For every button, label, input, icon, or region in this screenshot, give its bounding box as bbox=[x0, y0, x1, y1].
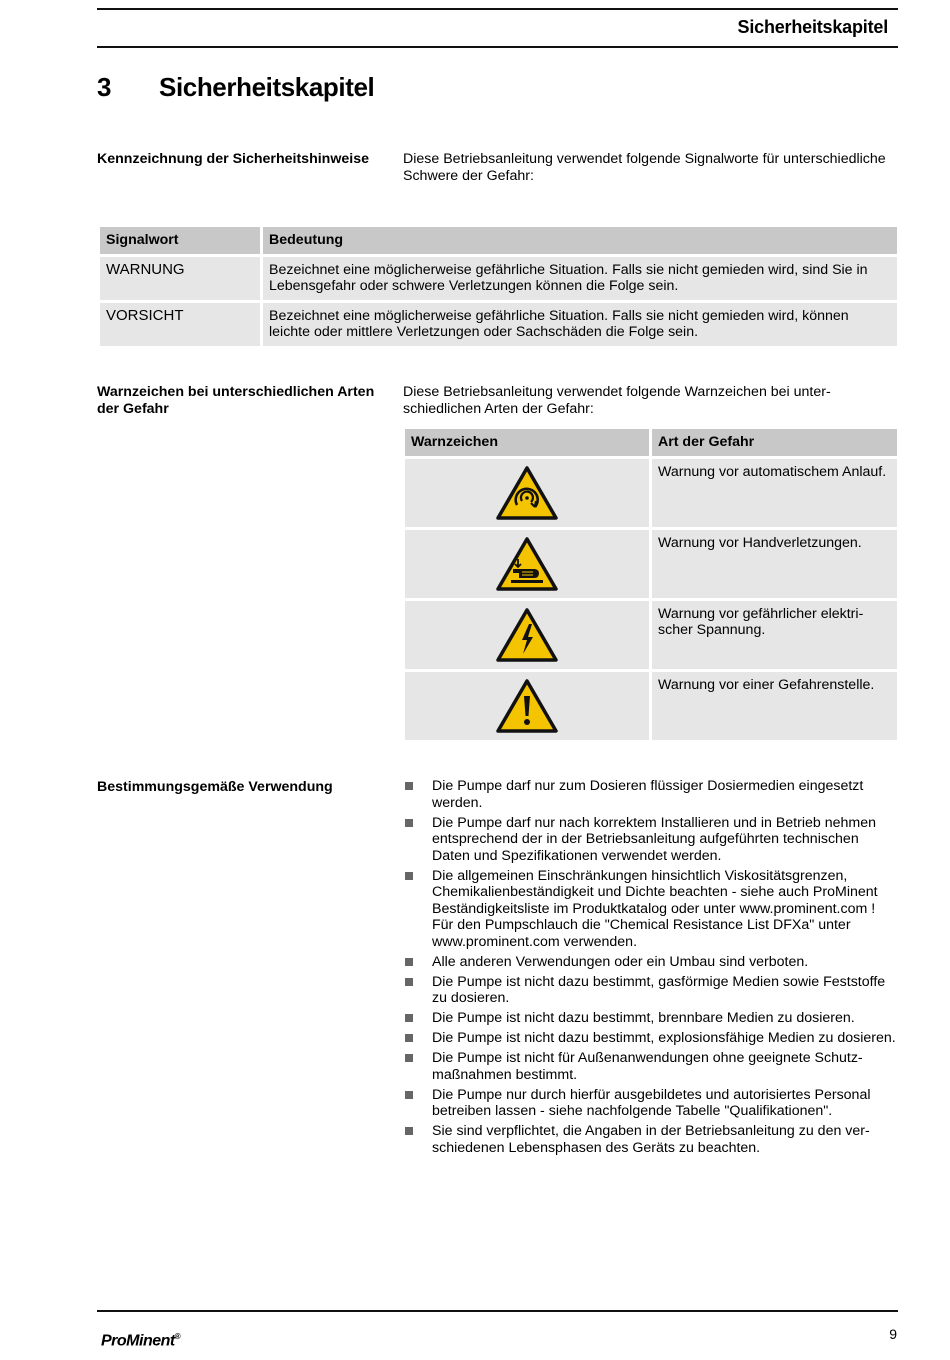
signal-meaning-cell: Bezeichnet eine möglicherweise gefährliche Situation. Falls sie nicht gemieden wird, können leichte oder mittlere Verletzungen oder Sachschäden die Folge sein. bbox=[263, 303, 897, 346]
hand-injury-warning-icon bbox=[495, 536, 559, 592]
intended-use-heading: Bestimmungsgemäße Verwendung bbox=[97, 779, 333, 795]
signal-meaning-cell: Bezeichnet eine möglicherweise gefährliche Situation. Falls sie nicht gemieden wird, sind Sie in Lebensgefahr oder schwere Verletzungen können die Folge sein. bbox=[263, 257, 897, 300]
general-danger-warning-icon bbox=[495, 678, 559, 734]
chapter-number: 3 bbox=[97, 72, 112, 102]
hazard-description-cell: Warnung vor Handverletzungen. bbox=[652, 530, 897, 598]
list-item: Die Pumpe darf nur nach korrektem Installieren und in Betrieb nehmen entsprechend der in der Betriebsanleitung aufgeführten technischen Daten und Spezifikationen verwendet werden. bbox=[403, 815, 898, 865]
bullet-square-icon bbox=[405, 1127, 413, 1135]
header-bottom-rule bbox=[97, 46, 898, 48]
warning-sign-cell bbox=[405, 672, 649, 740]
table-header-row bbox=[100, 227, 897, 254]
chapter-title: Sicherheitskapitel bbox=[159, 72, 375, 102]
footer-rule bbox=[97, 1310, 898, 1312]
column-header-warnzeichen: Warnzeichen bbox=[405, 429, 649, 456]
signal-word-cell: WARNUNG bbox=[100, 257, 260, 300]
table-row bbox=[405, 601, 897, 669]
hazard-description-cell: Warnung vor einer Gefahrenstelle. bbox=[652, 672, 897, 740]
list-item: Sie sind verpflichtet, die Angaben in der Betriebsanleitung zu den verschiedenen Lebensphasen des Geräts zu beachten. bbox=[403, 1123, 898, 1156]
header-top-rule bbox=[97, 8, 898, 10]
hazard-description-cell: Warnung vor automatischem Anlauf. bbox=[652, 459, 897, 527]
bullet-square-icon bbox=[405, 978, 413, 986]
bullet-square-icon bbox=[405, 819, 413, 827]
table-row bbox=[405, 459, 897, 527]
page-number: 9 bbox=[889, 1326, 897, 1342]
warning-sign-cell bbox=[405, 459, 649, 527]
signal-words-intro: Diese Betriebsanleitung verwendet folgende Signalworte für unterschiedliche Schwere der Gefahr: bbox=[403, 151, 886, 184]
list-item: Die allgemeinen Einschränkungen hinsichtlich Viskositätsgrenzen, Chemikalienbeständigkeit und Dichte beachten - siehe auch ProMinent Beständigkeitsliste im Produktkatalog oder unter www.prominent.com ! Für den Pumpschlauch die "Chemical Resistance List DFXa" unter www.prominent.com verwenden. bbox=[403, 868, 898, 951]
bullet-square-icon bbox=[405, 958, 413, 966]
signal-words-heading: Kennzeichnung der Sicherheitshinweise bbox=[97, 151, 369, 167]
table-row bbox=[405, 672, 897, 740]
signal-words-table bbox=[97, 224, 900, 349]
table-row bbox=[405, 530, 897, 598]
column-header-signalwort: Signalwort bbox=[100, 227, 260, 254]
list-item: Die Pumpe darf nur zum Dosieren flüssiger Dosiermedien eingesetzt werden. bbox=[403, 778, 898, 811]
list-item: Die Pumpe nur durch hierfür ausgebildetes und autorisiertes Personal betreiben lassen - siehe nachfolgende Tabelle "Qualifikationen". bbox=[403, 1087, 898, 1120]
warning-signs-table bbox=[402, 426, 900, 743]
signal-word-cell: VORSICHT bbox=[100, 303, 260, 346]
bullet-square-icon bbox=[405, 782, 413, 790]
list-item: Die Pumpe ist nicht dazu bestimmt, gasförmige Medien sowie Feststoffe zu dosieren. bbox=[403, 974, 898, 1007]
bullet-square-icon bbox=[405, 1034, 413, 1042]
column-header-art-der-gefahr: Art der Gefahr bbox=[652, 429, 897, 456]
prominent-logo: ProMinent® bbox=[101, 1332, 181, 1350]
electrical-voltage-warning-icon bbox=[495, 607, 559, 663]
warning-sign-cell bbox=[405, 601, 649, 669]
bullet-square-icon bbox=[405, 872, 413, 880]
bullet-square-icon bbox=[405, 1014, 413, 1022]
bullet-square-icon bbox=[405, 1091, 413, 1099]
list-item: Die Pumpe ist nicht dazu bestimmt, explosionsfähige Medien zu dosieren. bbox=[403, 1030, 898, 1047]
list-item: Alle anderen Verwendungen oder ein Umbau sind verboten. bbox=[403, 954, 898, 971]
warning-sign-cell bbox=[405, 530, 649, 598]
table-header-row bbox=[405, 429, 897, 456]
list-item: Die Pumpe ist nicht für Außenanwendungen ohne geeignete Schutzmaßnahmen bestimmt. bbox=[403, 1050, 898, 1083]
table-row bbox=[100, 257, 897, 300]
warning-signs-heading: Warnzeichen bei unterschiedlichen Arten der Gefahr bbox=[97, 384, 375, 417]
table-row bbox=[100, 303, 897, 346]
automatic-start-warning-icon bbox=[495, 465, 559, 521]
column-header-bedeutung: Bedeutung bbox=[263, 227, 897, 254]
list-item: Die Pumpe ist nicht dazu bestimmt, brennbare Medien zu dosieren. bbox=[403, 1010, 898, 1027]
intended-use-list bbox=[403, 778, 898, 1160]
warning-signs-intro: Diese Betriebsanleitung verwendet folgende Warnzeichen bei unterschiedlichen Arten der Gefahr: bbox=[403, 384, 831, 417]
running-header-title: Sicherheitskapitel bbox=[737, 17, 888, 37]
bullet-square-icon bbox=[405, 1054, 413, 1062]
hazard-description-cell: Warnung vor gefährlicher elektrischer Spannung. bbox=[652, 601, 897, 669]
